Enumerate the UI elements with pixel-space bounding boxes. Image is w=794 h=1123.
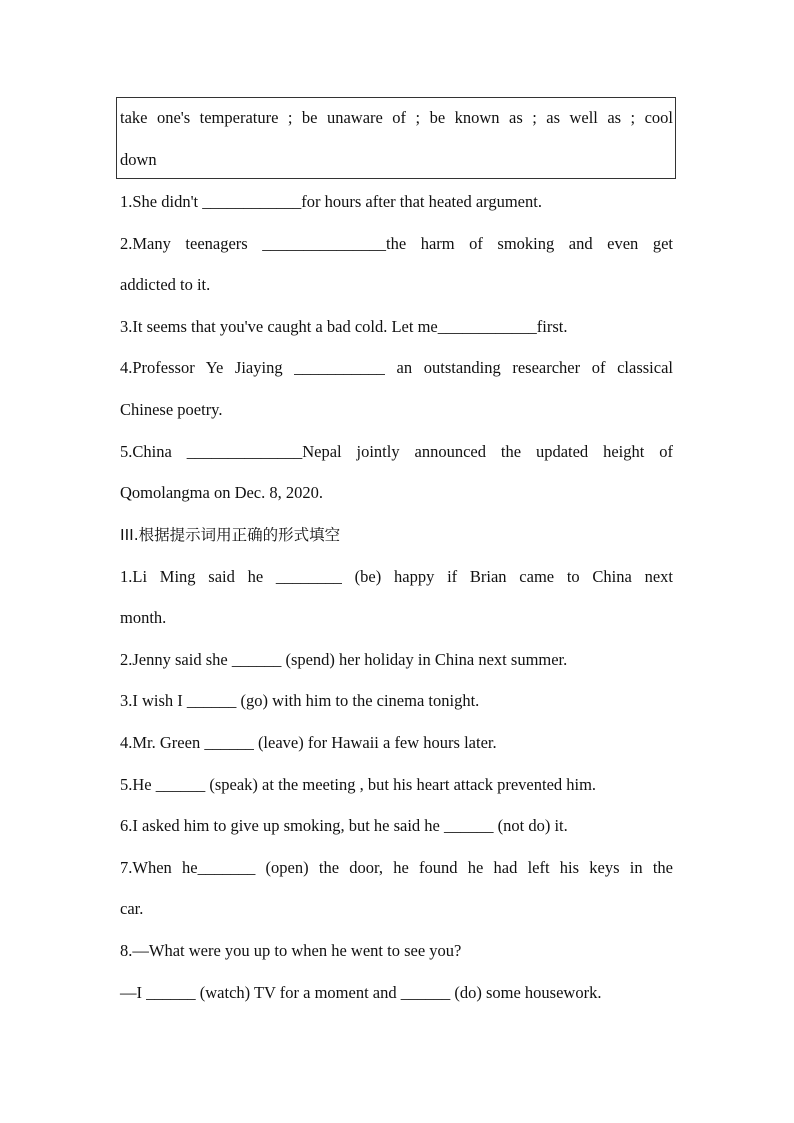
word-bank-line-2: down xyxy=(120,150,157,169)
exercise-2-question-5-line-1: 5.China ______________Nepal jointly announced the updated height of xyxy=(120,442,673,461)
exercise-2-question-2-line-1: 2.Many teenagers _______________the harm of smoking and even get xyxy=(120,234,673,253)
exercise-2-question-1: 1.She didn't ____________for hours after that heated argument. xyxy=(120,192,542,211)
exercise-3-question-8-line-1: 8.—What were you up to when he went to see you? xyxy=(120,941,462,960)
exercise-3-question-4: 4.Mr. Green ______ (leave) for Hawaii a few hours later. xyxy=(120,733,497,752)
exercise-2-question-4-line-1: 4.Professor Ye Jiaying ___________ an outstanding researcher of classical xyxy=(120,358,673,377)
exercise-3-question-1-line-2: month. xyxy=(120,608,167,627)
exercise-3-question-6: 6.I asked him to give up smoking, but he said he ______ (not do) it. xyxy=(120,816,568,835)
exercise-2-question-5-line-2: Qomolangma on Dec. 8, 2020. xyxy=(120,483,324,502)
word-bank-line-1: take one's temperature ; be unaware of ; be known as ; as well as ; cool xyxy=(120,108,673,127)
exercise-2-question-3: 3.It seems that you've caught a bad cold. Let me____________first. xyxy=(120,317,568,336)
exercise-3-question-2: 2.Jenny said she ______ (spend) her holiday in China next summer. xyxy=(120,650,568,669)
exercise-2-question-2-line-2: addicted to it. xyxy=(120,275,211,294)
exercise-3-question-3: 3.I wish I ______ (go) with him to the cinema tonight. xyxy=(120,691,480,710)
exercise-3-question-5: 5.He ______ (speak) at the meeting , but his heart attack prevented him. xyxy=(120,775,597,794)
exercise-3-question-7-line-1: 7.When he_______ (open) the door, he found he had left his keys in the xyxy=(120,858,673,877)
exercise-3-question-1-line-1: 1.Li Ming said he ________ (be) happy if Brian came to China next xyxy=(120,567,673,586)
exercise-3-question-8-line-2: —I ______ (watch) TV for a moment and ______ (do) some housework. xyxy=(120,983,602,1002)
exercise-3-question-7-line-2: car. xyxy=(120,899,144,918)
section-3-heading: III.根据提示词用正确的形式填空 xyxy=(120,526,341,544)
exercise-2-question-4-line-2: Chinese poetry. xyxy=(120,400,223,419)
